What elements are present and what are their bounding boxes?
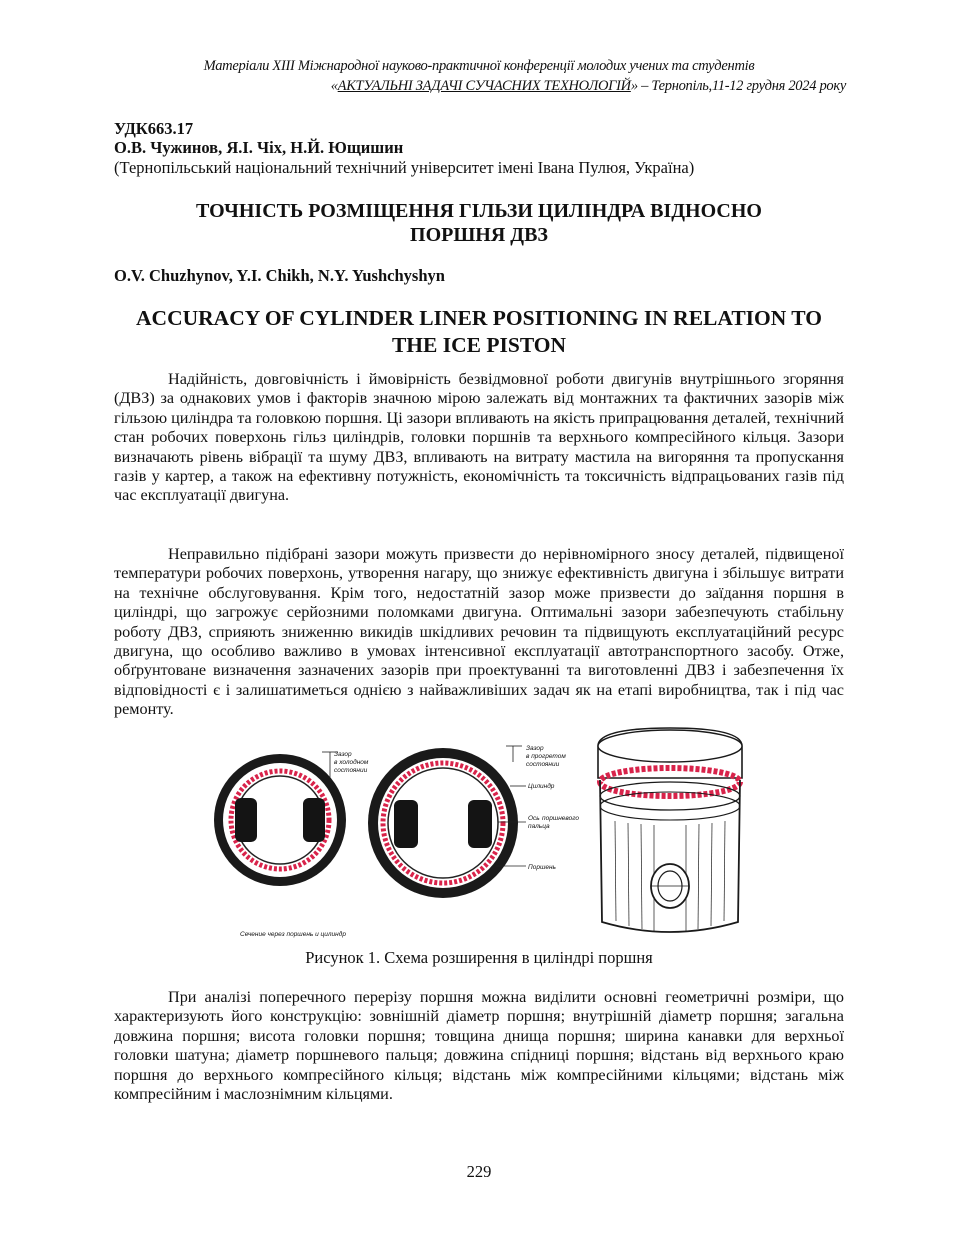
label-gap-cold-3: состоянии	[334, 767, 368, 774]
header-place-date: » – Тернопіль,11-12 грудня 2024 року	[630, 78, 846, 94]
piston-boss-left-cold	[235, 798, 257, 842]
label-gap-cold-1: Зазор	[334, 751, 352, 758]
conference-name: АКТУАЛЬНІ ЗАДАЧІ СУЧАСНИХ ТЕХНОЛОГІЙ	[337, 78, 631, 94]
label-gap-hot-2: в прогретом	[526, 753, 566, 760]
piston-boss-left-hot	[394, 800, 418, 848]
conference-header-line1: Матеріали XIII Міжнародної науково-практичної конференції молодих учених та студентів	[203, 58, 755, 74]
header-quote-open: «	[330, 78, 338, 94]
piston-boss-right-hot	[468, 800, 492, 848]
piston-top-face	[598, 730, 742, 762]
piston-skirt	[600, 780, 740, 932]
label-pin-axis-1: Ось	[528, 815, 540, 822]
figure-caption: Рисунок 1. Схема розширення в циліндрі поршня	[305, 948, 653, 967]
udk-code: УДК663.17	[114, 119, 194, 138]
section-hot	[368, 748, 518, 898]
title-ukrainian	[114, 199, 844, 247]
label-gap-cold-2: в холодном	[334, 759, 369, 766]
affiliation: (Тернопільський національний технічний університет імені Івана Пулюя, Україна)	[114, 158, 695, 177]
figure-piston-expansion	[210, 726, 750, 944]
title-ukrainian-line2: ПОРШНЯ ДВЗ	[410, 224, 548, 246]
label-pin-axis-3: пальца	[528, 823, 550, 830]
piston-3d-drawing	[598, 728, 742, 932]
section-cold	[214, 754, 346, 886]
paragraph-2: Неправильно підібрані зазори можуть призвести до нерівномірного зносу деталей, підвищеної температури робочих поверхонь, утворення нагару, що знижує ефективність двигуна і збільшує витрати на технічне обслуговування. Крім того, недостатній зазор може призвести до заїдання поршня в циліндрі, що загрожує серйозними поломками двигуна. Оптимальні зазори забезпечують стабільну роботу ДВЗ, сприяють зниженню викидів шкідливих речовин та підвищують експлуатаційний ресурс двигуна, що особливо важливо в умовах інтенсивної експлуатації автотранспортного засобу. Отже, обґрунтоване визначення зазначених зазорів при проектуванні та виготовленні ДВЗ і забезпечення їх відповідності є і залишатиметься однією з найважливіших задач як на етапі виробництва, так і під час ремонту.	[114, 545, 844, 719]
paragraph-1: Надійність, довговічність і ймовірність безвідмовної роботи двигунів внутрішнього згоряння (ДВЗ) за однакових умов і факторів значною мірою залежать від монтажних та фактичних зазорів між гільзою циліндра та головкою поршня. Ці зазори впливають на якість припрацювання деталей, технічний стан робочих поверхонь гільз циліндрів, головки поршнів та верхнього компресійного кільця. Зазори визначають рівень вібрації та шуму ДВЗ, впливають на витрату мастила на вигоряння та пропускання газів у картер, а також на ефективну потужність, економічність та токсичність відпрацьованих газів під час експлуатації двигуна.	[114, 370, 844, 505]
title-english-line2: THE ICE PISTON	[391, 333, 567, 357]
title-ukrainian-line1: ТОЧНІСТЬ РОЗМІЩЕННЯ ГІЛЬЗИ ЦИЛІНДРА ВІДНОСНО	[196, 200, 762, 222]
paragraph-3: При аналізі поперечного перерізу поршня можна виділити основні геометричні розміри, що характеризують його конструкцію: зовнішній діаметр поршня; внутрішній діаметр поршня; загальна довжина поршня; висота головки поршня; товщина днища поршня; ширина канавки для верхньої головки шатуна; діаметр поршневого пальця; довжина спідниці поршня; відстань від верхнього краю поршня до верхнього компресійного кільця; відстань між компресійними кільцями; відстань між компресійним і маслознімним кільцями.	[114, 988, 844, 1104]
title-english	[114, 305, 844, 359]
authors-english: O.V. Chuzhynov, Y.I. Chikh, N.Y. Yushchyshyn	[114, 266, 445, 285]
figure-illustration	[210, 726, 750, 944]
authors-ukrainian: О.В. Чужинов, Я.І. Чіх, Н.Й. Ющишин	[114, 138, 404, 157]
label-section: Сечение через поршень и цилиндр	[240, 931, 346, 938]
label-cylinder: Цилиндр	[528, 783, 555, 790]
conference-header-line2	[331, 78, 846, 95]
label-gap-hot-1: Зазор	[526, 745, 544, 752]
page-number: 229	[466, 1162, 492, 1181]
piston-boss-right-cold	[303, 798, 325, 842]
label-piston: Поршень	[528, 864, 556, 871]
title-english-line1: ACCURACY OF CYLINDER LINER POSITIONING IN RELATION TO	[136, 306, 822, 330]
label-pin-axis-2: поршневого	[542, 815, 580, 822]
label-gap-hot-3: состоянии	[526, 761, 560, 768]
